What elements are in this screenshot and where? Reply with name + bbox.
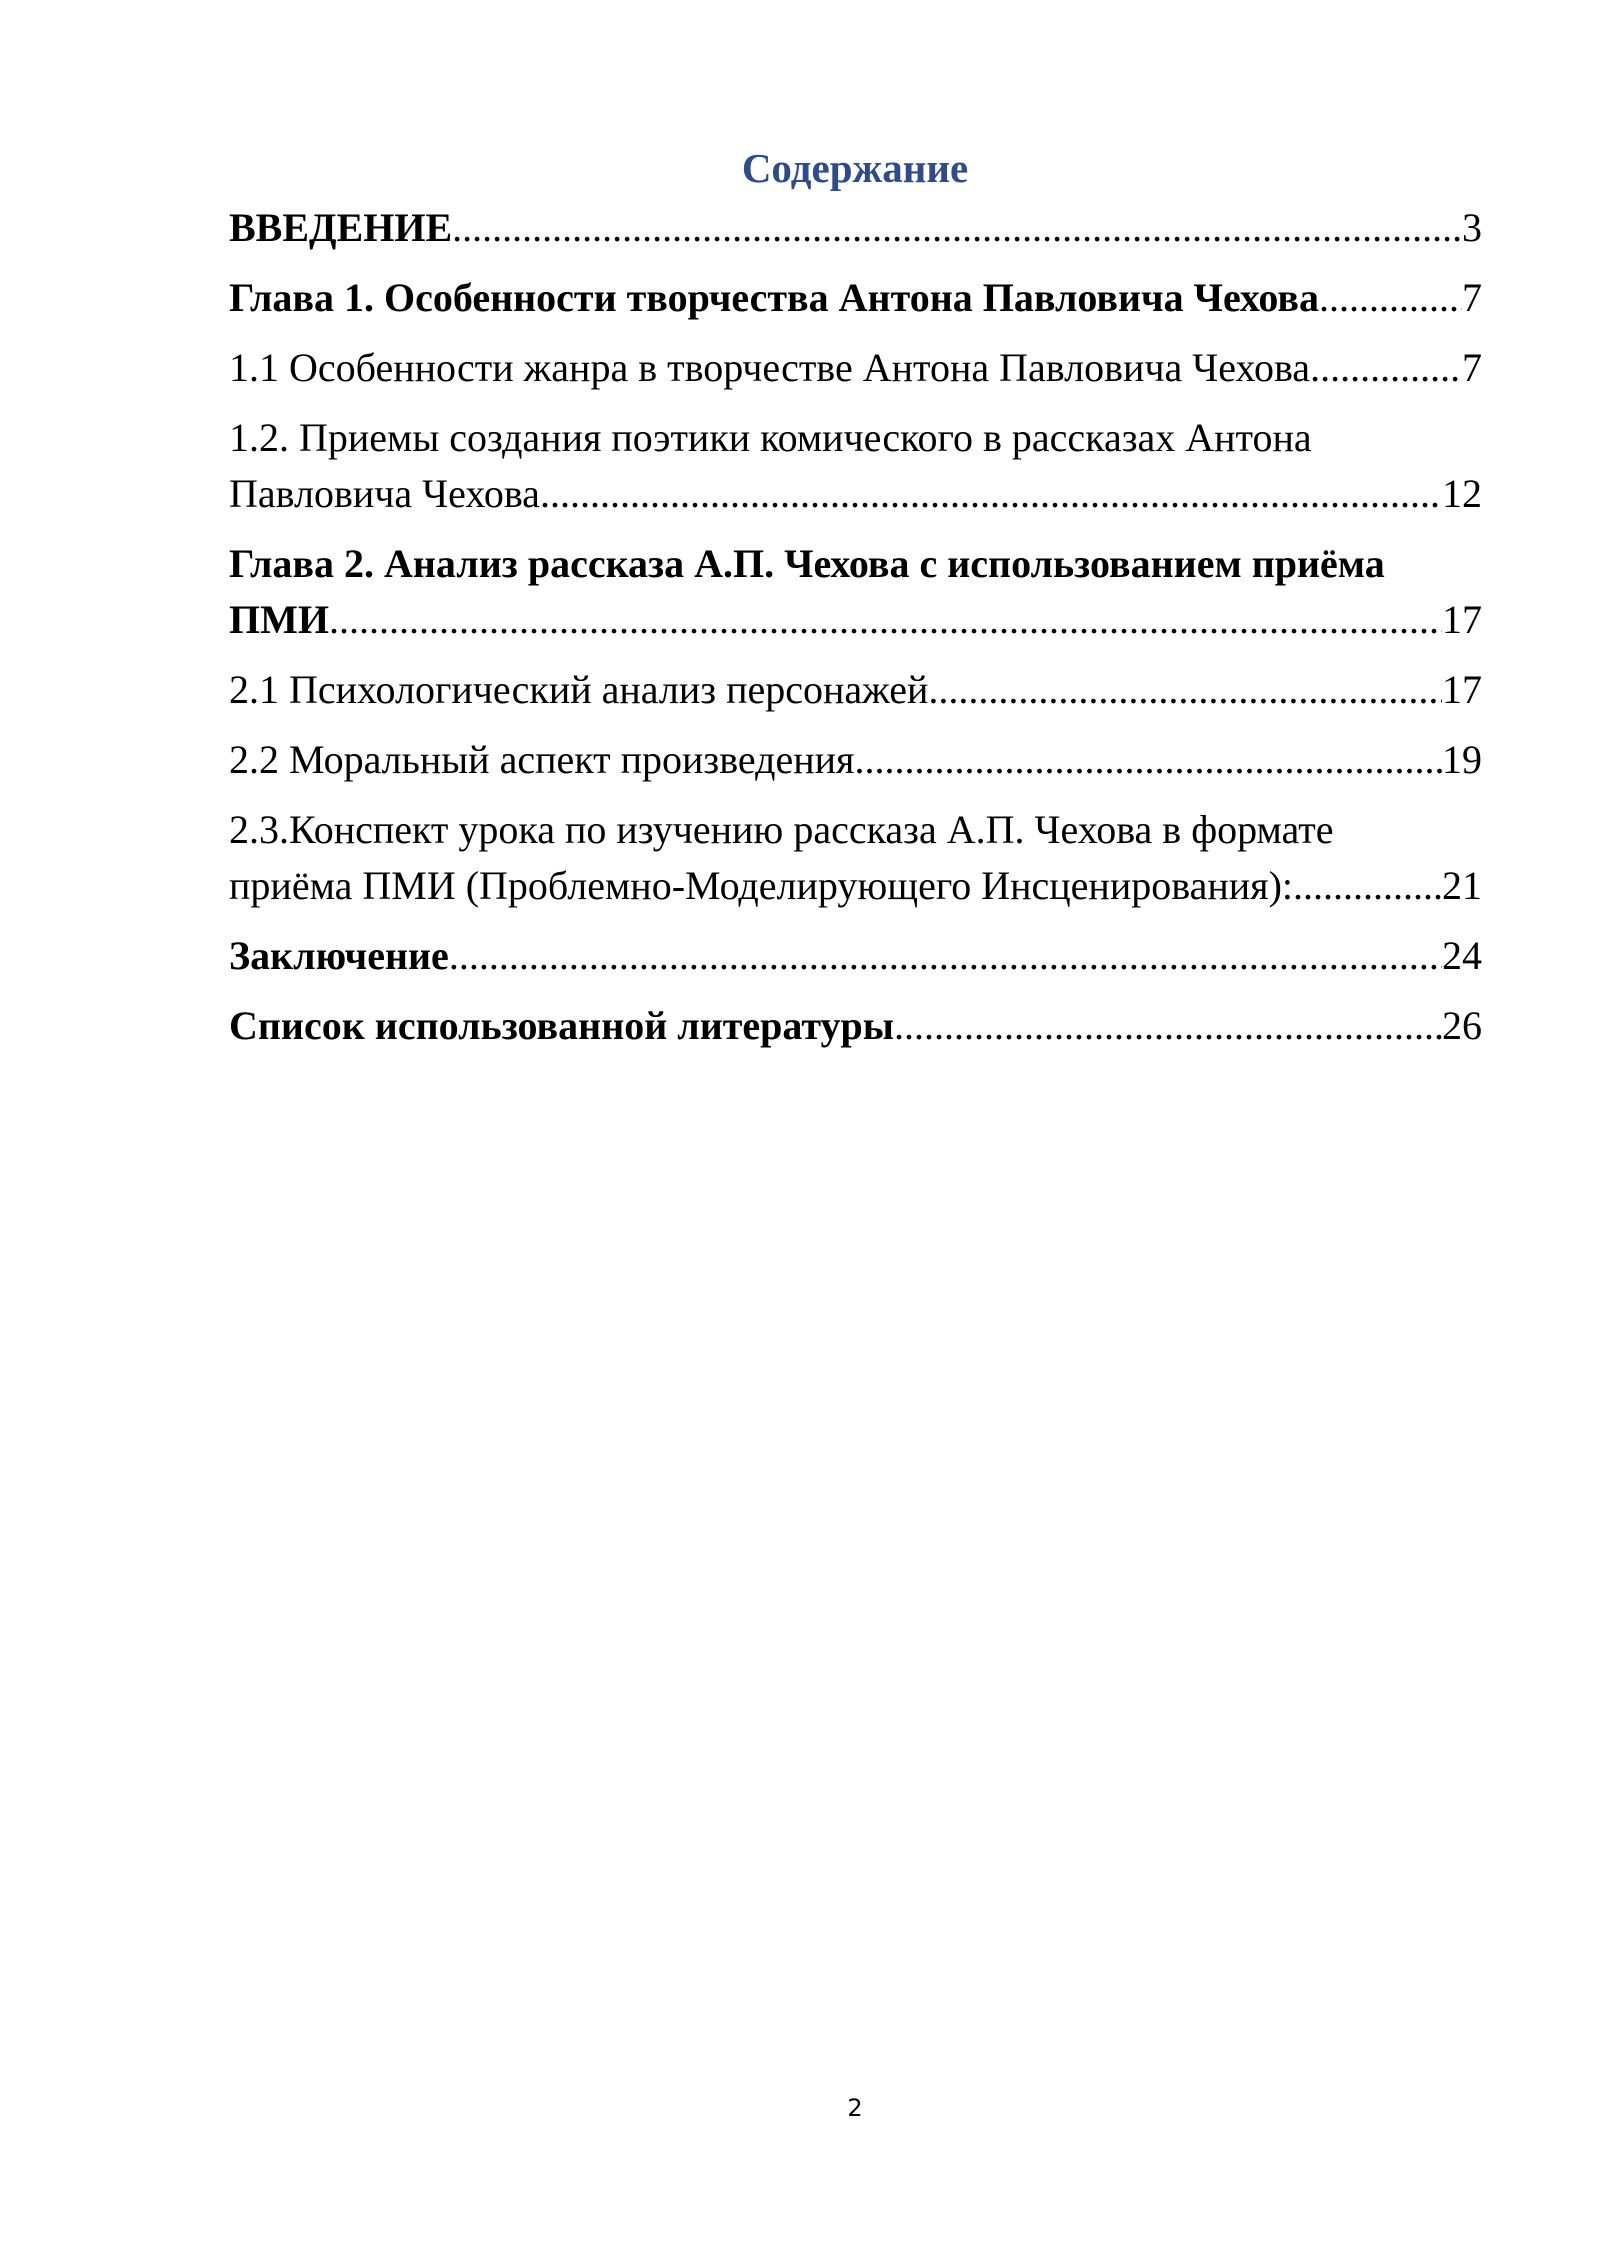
toc-dot-leader: [928, 662, 1442, 718]
toc-entry-label: Список использованной литературы: [229, 1003, 894, 1048]
toc-entry-section-2-1[interactable]: [229, 662, 1482, 718]
table-of-contents: [229, 200, 1482, 1068]
toc-dot-leader: [452, 200, 1462, 256]
toc-entry-line: [229, 270, 1482, 326]
toc-entry-page: 12: [1442, 471, 1482, 516]
toc-entry-page: 24: [1442, 933, 1482, 978]
toc-entry-introduction[interactable]: [229, 200, 1482, 256]
toc-dot-leader: [449, 928, 1442, 984]
toc-entry-page: 7: [1462, 275, 1482, 320]
toc-entry-label: 1.1 Особенности жанра в творчестве Антона Павловича Чехова: [229, 345, 1311, 390]
toc-entry-label: ПМИ: [229, 597, 329, 642]
toc-entry-page: 17: [1442, 597, 1482, 642]
toc-entry-label: Заключение: [229, 933, 449, 978]
toc-entry-section-1-2[interactable]: [229, 410, 1482, 522]
toc-dot-leader: [1293, 858, 1442, 914]
toc-entry-label-first-line: Глава 2. Анализ рассказа А.П. Чехова с использованием приёма: [229, 541, 1385, 586]
toc-entry-section-2-2[interactable]: [229, 732, 1482, 788]
toc-entry-page: 17: [1442, 667, 1482, 712]
toc-entry-line: [229, 200, 1482, 256]
toc-dot-leader: [854, 732, 1442, 788]
toc-entry-section-2-3[interactable]: [229, 802, 1482, 914]
toc-entry-line: [229, 340, 1482, 396]
toc-entry-label-first-line: 1.2. Приемы создания поэтики комического в рассказах Антона: [229, 415, 1312, 460]
toc-entry-label: ВВЕДЕНИЕ: [229, 205, 453, 250]
toc-dot-leader: [894, 998, 1442, 1054]
toc-title: Содержание: [741, 145, 969, 191]
toc-entry-section-1-1[interactable]: [229, 340, 1482, 396]
toc-entry-page: 19: [1442, 737, 1482, 782]
toc-entry-chapter-1[interactable]: [229, 270, 1482, 326]
toc-dot-leader: [1319, 270, 1462, 326]
toc-entry-label: Глава 1. Особенности творчества Антона Павловича Чехова: [229, 275, 1319, 320]
toc-entry-line: [229, 466, 1482, 522]
toc-entry-label: 2.2 Моральный аспект произведения: [229, 737, 855, 782]
toc-entry-line: [229, 662, 1482, 718]
toc-entry-line: [229, 928, 1482, 984]
toc-entry-line: [229, 732, 1482, 788]
toc-entry-conclusion[interactable]: [229, 928, 1482, 984]
toc-dot-leader: [1310, 340, 1462, 396]
toc-entry-label: 2.1 Психологический анализ персонажей: [229, 667, 929, 712]
toc-entry-line: [229, 858, 1482, 914]
toc-entry-label: приёма ПМИ (Проблемно-Моделирующего Инсценирования):: [229, 863, 1294, 908]
toc-entry-bibliography[interactable]: [229, 998, 1482, 1054]
toc-dot-leader: [540, 466, 1442, 522]
toc-entry-page: 26: [1442, 1003, 1482, 1048]
toc-entry-page: 3: [1462, 205, 1482, 250]
toc-entry-line: [229, 998, 1482, 1054]
toc-entry-page: 7: [1462, 345, 1482, 390]
toc-dot-leader: [329, 592, 1442, 648]
toc-entry-line: [229, 592, 1482, 648]
page-number: 2: [847, 2094, 863, 2122]
toc-entry-label: Павловича Чехова: [229, 471, 540, 516]
toc-entry-page: 21: [1442, 863, 1482, 908]
toc-entry-chapter-2[interactable]: [229, 536, 1482, 648]
toc-entry-label-first-line: 2.3.Конспект урока по изучению рассказа А.П. Чехова в формате: [229, 807, 1334, 852]
